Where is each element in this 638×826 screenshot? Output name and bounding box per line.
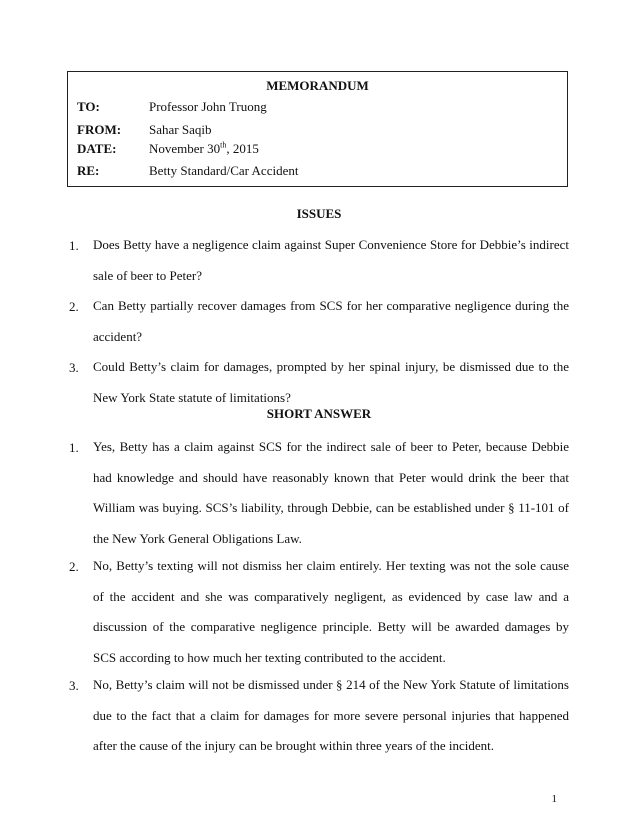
memo-label-date: DATE: bbox=[77, 141, 117, 156]
issue-text: Could Betty’s claim for damages, prompted by her spinal injury, be dismissed due to the New York State statute of limitations? bbox=[93, 359, 569, 405]
memo-label-re: RE: bbox=[77, 163, 100, 178]
short-answer-heading: SHORT ANSWER bbox=[266, 406, 372, 421]
answer-item bbox=[69, 677, 569, 762]
issue-item bbox=[69, 237, 569, 291]
answer-number: 2. bbox=[69, 559, 79, 574]
issue-number: 2. bbox=[69, 299, 79, 314]
issue-number: 3. bbox=[69, 360, 79, 375]
issue-number: 1. bbox=[69, 238, 79, 253]
memo-value-to: Professor John Truong bbox=[149, 99, 267, 114]
memo-header-box bbox=[67, 71, 568, 187]
issues-heading: ISSUES bbox=[296, 206, 342, 221]
page-number: 1 bbox=[551, 793, 557, 805]
memo-label-to: TO: bbox=[77, 99, 100, 114]
memo-label-from: FROM: bbox=[77, 122, 122, 137]
issue-text: Can Betty partially recover damages from SCS for her comparative negligence during the accident? bbox=[93, 298, 569, 344]
issue-text: Does Betty have a negligence claim against Super Convenience Store for Debbie’s indirect sale of beer to Peter? bbox=[93, 237, 569, 283]
answer-number: 1. bbox=[69, 440, 79, 455]
memo-value-from: Sahar Saqib bbox=[149, 122, 212, 137]
answer-item bbox=[69, 439, 569, 554]
answer-text: No, Betty’s texting will not dismiss her claim entirely. Her texting was not the sole cause of the accident and she was comparatively negligent, as evidenced by case law and a discussion of the comparative negligence principle. Betty will be awarded damages by SCS according to how much her texting contributed to the accident. bbox=[93, 558, 569, 665]
memo-date-day: November 30 bbox=[149, 141, 221, 156]
issue-item bbox=[69, 298, 569, 352]
memo-title: MEMORANDUM bbox=[266, 78, 369, 93]
answer-number: 3. bbox=[69, 678, 79, 693]
answer-text: Yes, Betty has a claim against SCS for the indirect sale of beer to Peter, because Debbie had knowledge and should have reasonably known that Peter would drink the beer that William was buying. SCS’s liability, through Debbie, can be established under § 11-101 of the New York General Obligations Law. bbox=[93, 439, 569, 546]
memo-value-re: Betty Standard/Car Accident bbox=[149, 163, 299, 178]
memo-date-suffix: th bbox=[220, 140, 227, 150]
memo-value-date bbox=[149, 141, 259, 157]
memo-date-year: , 2015 bbox=[226, 141, 259, 156]
answer-item bbox=[69, 558, 569, 673]
answer-text: No, Betty’s claim will not be dismissed under § 214 of the New York Statute of limitations due to the fact that a claim for damages for more severe personal injuries that happened after the cause of the injury can be brought within three years of the incident. bbox=[93, 677, 569, 753]
